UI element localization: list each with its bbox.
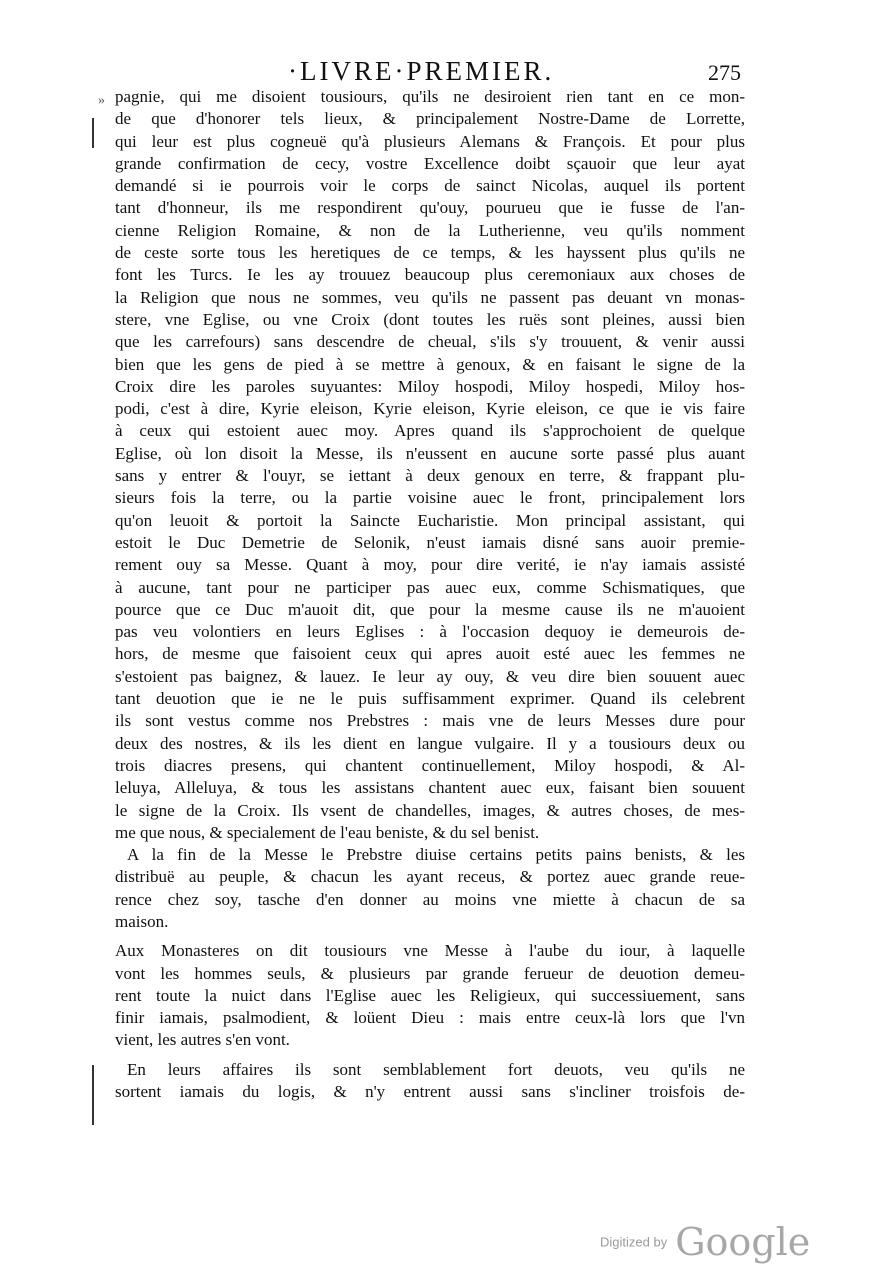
body-text xyxy=(115,86,745,1103)
text-line: Eglise, où lon disoit la Messe, ils n'eussent en aucune sorte passé plus auant xyxy=(115,443,745,463)
text-line: maison. xyxy=(115,911,169,931)
text-line: grande confirmation de cecy, vostre Excellence doibt sçauoir que leur ayat xyxy=(115,153,745,173)
text-line: deux des nostres, & ils les dient en langue vulgaire. Il y a tousiours deux ou xyxy=(115,733,745,753)
text-line: distribuë au peuple, & chacun les ayant receus, & portez auec grande reue- xyxy=(115,867,745,887)
text-line: En leurs affaires ils sont semblablement fort deuots, veu qu'ils ne xyxy=(127,1059,745,1079)
margin-bar-upper xyxy=(92,118,94,148)
text-line: qui leur est plus cogneuë qu'à plusieurs Alemans & François. Et pour plus xyxy=(115,131,745,151)
text-line: de ceste sorte tous les heretiques de ce temps, & les hayssent plus qu'ils ne xyxy=(115,243,745,263)
text-line: s'estoient pas baignez, & lauez. Ie leur ay ouy, & veu dire bien souuent auec xyxy=(115,666,745,686)
google-logo: Google xyxy=(675,1220,811,1264)
margin-note-mark: » xyxy=(98,93,105,108)
text-line: bien que les gens de pied à se mettre à genoux, & en faisant le signe de la xyxy=(115,354,745,374)
text-line: podi, c'est à dire, Kyrie eleison, Kyrie eleison, Kyrie eleison, ce que ie vis faire xyxy=(115,399,745,419)
text-line: finir iamais, psalmodient, & loüent Dieu : mais entre ceux-là lors que l'vn xyxy=(115,1008,745,1028)
text-line: Aux Monasteres on dit tousiours vne Messe à l'aube du iour, à laquelle xyxy=(115,941,745,961)
text-line: qu'on leuoit & portoit la Saincte Eucharistie. Mon principal assistant, qui xyxy=(115,510,745,530)
text-line: de que d'honorer tels lieux, & principalement Nostre-Dame de Lorrette, xyxy=(115,109,745,129)
text-line: à ceux qui estoient auec moy. Apres quand ils s'approchoient de quelque xyxy=(115,421,745,441)
text-line: rement ouy sa Messe. Quant à moy, pour dire verité, ie n'ay iamais assisté xyxy=(115,555,745,575)
text-line: tant deuotion que ie ne le puis suffisamment exprimer. Quand ils celebrent xyxy=(115,689,745,709)
margin-bar-lower xyxy=(92,1065,94,1125)
text-line: à aucune, tant pour ne participer pas auec eux, comme Schismatiques, que xyxy=(115,577,745,597)
text-line: demandé si ie pourrois voir le corps de sainct Nicolas, auquel ils portent xyxy=(115,176,745,196)
running-title: ·LIVRE·PREMIER. xyxy=(288,56,555,86)
text-line: trois diacres presens, qui chantent continuellement, Miloy hospodi, & Al- xyxy=(115,755,745,775)
text-line: vient, les autres s'en vont. xyxy=(115,1030,290,1050)
text-line: pas veu volontiers en leurs Eglises : à l'occasion dequoy ie demeurois de- xyxy=(115,622,745,642)
text-line: rence chez soy, tasche d'en donner au moins vne miette à chacun de sa xyxy=(115,889,745,909)
text-line: me que nous, & specialement de l'eau beniste, & du sel benist. xyxy=(115,822,540,842)
text-line: vont les hommes seuls, & plusieurs par grande ferueur de deuotion demeu- xyxy=(115,963,745,983)
text-line: pagnie, qui me disoient tousiours, qu'ils ne desiroient rien tant en ce mon- xyxy=(115,87,745,106)
digitized-by-label: Digitized by xyxy=(600,1234,668,1250)
text-line: hors, de mesme que faisoient ceux qui apres auoit esté auec les femmes ne xyxy=(115,644,745,664)
text-line: pource que ce Duc m'auoit dit, que pour la mesme cause ils ne m'auoient xyxy=(115,599,745,619)
text-line: cienne Religion Romaine, & non de la Lutherienne, veu qu'ils nomment xyxy=(115,220,745,240)
text-line: estoit le Duc Demetrie de Selonik, n'eust iamais disné sans auoir premie- xyxy=(115,532,745,552)
page-number: 275 xyxy=(708,60,741,85)
text-line: leluya, Alleluya, & tous les assistans chantent auec eux, faisant bien souuent xyxy=(115,778,745,798)
text-line: A la fin de la Messe le Prebstre diuise certains petits pains benists, & les xyxy=(127,845,745,865)
digitized-watermark xyxy=(600,1220,810,1264)
text-line: sieurs fois la terre, ou la partie voisine auec le front, principalement lors xyxy=(115,488,745,508)
text-line: sans y entrer & l'ouyr, se iettant à deux genoux en terre, & frappant plu- xyxy=(115,466,745,486)
text-line: stere, vne Eglise, ou vne Croix (dont toutes les ruës sont pleines, aussi bien xyxy=(115,309,745,329)
text-line: la Religion que nous ne sommes, veu qu'ils ne passent pas deuant vn monas- xyxy=(115,287,745,307)
text-line: ils sont vestus comme nos Prebstres : mais vne de leurs Messes dure pour xyxy=(115,711,745,731)
text-line: que les carrefours) sans descendre de cheual, s'ils s'y trouuent, & venir aussi xyxy=(115,332,745,352)
text-line: sortent iamais du logis, & n'y entrent aussi sans s'incliner troisfois de- xyxy=(115,1082,745,1102)
text-line: le signe de la Croix. Ils vsent de chandelles, images, & autres choses, de mes- xyxy=(115,800,745,820)
text-line: Croix dire les paroles suyuantes: Miloy hospodi, Miloy hospedi, Miloy hos- xyxy=(115,376,745,396)
text-line: font les Turcs. Ie les ay trouuez beaucoup plus ceremoniaux aux choses de xyxy=(115,265,745,285)
text-line: tant d'honneur, ils me respondirent qu'ouy, pourueu que ie fusse de l'an- xyxy=(115,198,745,218)
text-line: rent toute la nuict dans l'Eglise auec les Religieux, qui successiuement, sans xyxy=(115,985,745,1005)
